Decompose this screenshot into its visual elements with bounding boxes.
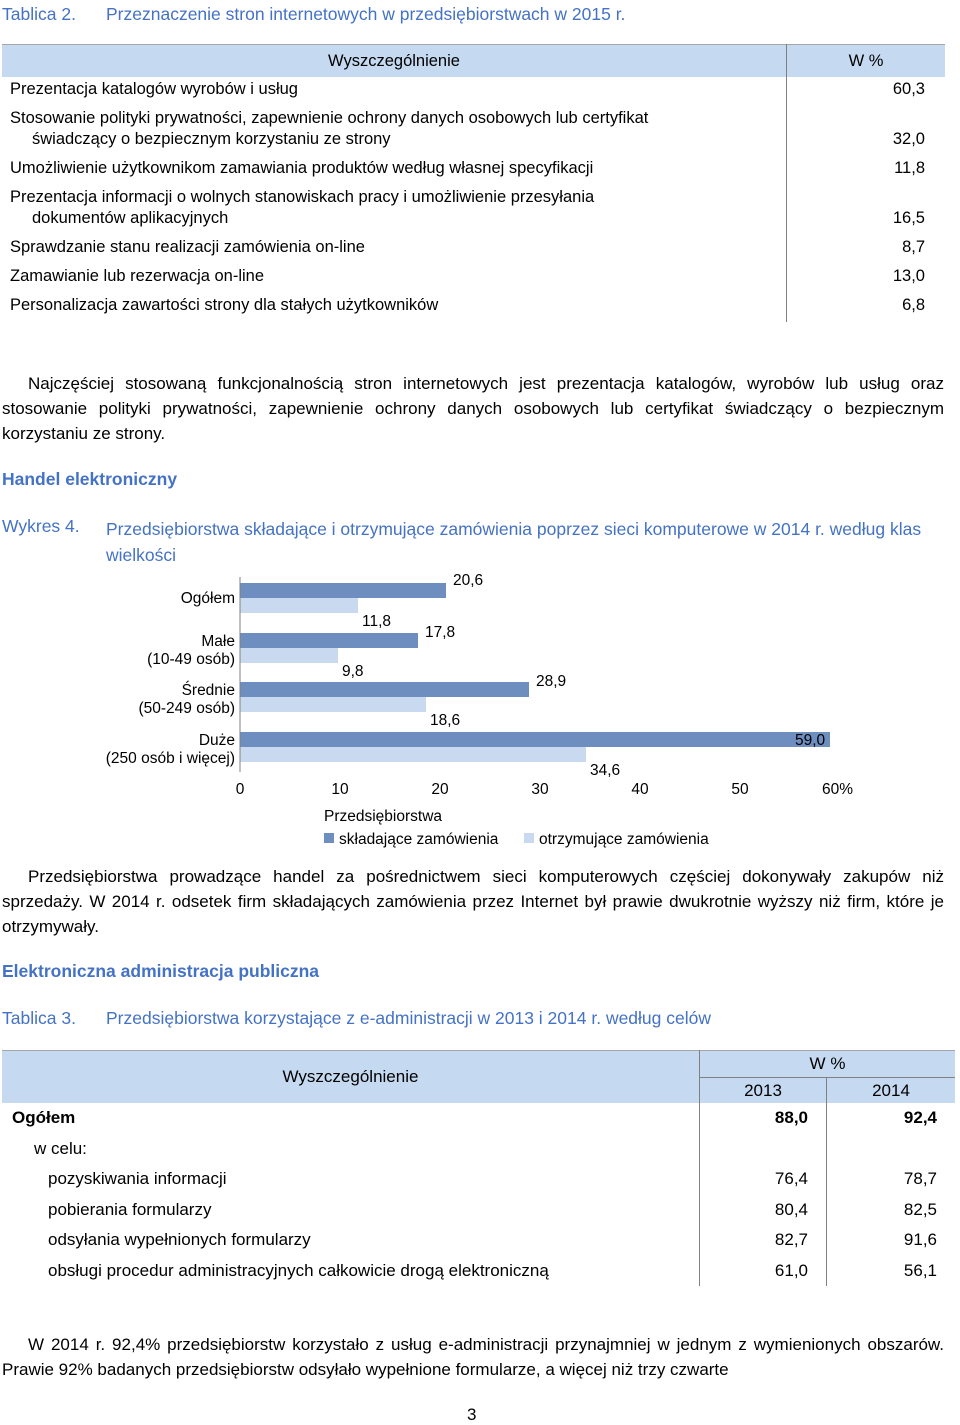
table2-row-label-continuation: świadczący o bezpiecznym korzystaniu ze strony [32,130,391,148]
table3-row-value-2014 [827,1134,956,1165]
bar-chart [0,572,960,862]
table3-header-row [2,1051,955,1078]
table2-caption [2,4,625,25]
table2-row-value: 11,8 [894,159,925,177]
table3-header-label: Wyszczególnienie [2,1051,700,1104]
category-label-sub: (250 osób i więcej) [105,750,235,767]
data-label: 34,6 [590,762,621,779]
table2-row-label [2,77,787,106]
table2 [2,44,945,322]
table2-row-value: 60,3 [892,80,925,98]
table2-row-label [2,185,787,235]
section-heading-e-commerce: Handel elektroniczny [2,469,178,489]
table2-row-value: 16,5 [892,209,925,227]
table2-row-label-continuation: dokumentów aplikacyjnych [32,209,229,227]
table-row [2,106,945,156]
table3-row-value-2013: 88,0 [700,1103,827,1134]
table3-row-value-2014: 92,4 [903,1108,937,1128]
chart-number: Wykres 4. [2,516,80,536]
bar [240,598,358,613]
legend-label: składające zamówienia [339,831,499,848]
table-row [2,1225,955,1256]
page-number: 3 [467,1405,477,1424]
table-row [2,1256,955,1287]
table2-row-value: 32,0 [892,130,925,148]
table2-header-row [2,45,945,78]
data-label: 59,0 [795,732,826,749]
table3-row-value-2013: 61,0 [700,1256,827,1287]
table3-row-value-2013: 82,7 [700,1225,827,1256]
table2-row-value: 6,8 [902,296,925,314]
table2-row-label [2,293,787,322]
x-tick-label: 60% [822,781,854,798]
table3-row-label: Ogółem [2,1103,700,1134]
bar [240,648,338,663]
table3-row-value-2013: 80,4 [700,1195,827,1226]
x-tick-label: 20 [431,781,449,798]
category-label: Małe [201,633,235,650]
x-tick-label: 10 [331,781,349,798]
table2-row-label-text: Zamawianie lub rezerwacja on-line [10,267,265,285]
table3 [2,1050,955,1286]
x-tick-label: 50 [731,781,749,798]
data-label: 20,6 [453,572,484,589]
data-label: 17,8 [425,624,456,641]
table3-row-label: w celu: [2,1134,700,1165]
bar [240,747,586,762]
table3-row-label: pozyskiwania informacji [2,1164,700,1195]
table3-title: Przedsiębiorstwa korzystające z e-administracji w 2013 i 2014 r. według celów [106,1008,711,1028]
category-label-sub: (10-49 osób) [147,651,235,668]
data-label: 28,9 [536,673,567,690]
category-label-sub: (50-249 osób) [138,700,235,717]
table2-row-value: 13,0 [892,267,925,285]
table2-row-value: 8,7 [902,238,925,256]
data-label: 9,8 [342,663,364,680]
bar [240,732,830,747]
table2-row-label-text: Prezentacja informacji o wolnych stanowiskach pracy i umożliwienie przesyłania [10,188,595,206]
category-label: Ogółem [180,590,235,607]
table2-row-label-text: Prezentacja katalogów wyrobów i usług [10,80,298,98]
data-label: 18,6 [430,712,461,729]
category-label: Średnie [181,682,235,699]
table-row [2,1103,955,1134]
table2-row-label-text: Umożliwienie użytkownikom zamawiania produktów według własnej specyfikacji [10,159,594,177]
legend-label: otrzymujące zamówienia [539,831,709,848]
bar [240,682,529,697]
table3-row-label: odsyłania wypełnionych formularzy [2,1225,700,1256]
paragraph-3: W 2014 r. 92,4% przedsiębiorstw korzystało z usług e-administracji przynajmniej w jednym z wymienionych obszarów. Prawie 92% badanych przedsiębiorstw odsyłało wypełnione formularze, a więcej niż trzy czwarte [2,1335,944,1379]
table-row [2,1134,955,1165]
chart-title: Przedsiębiorstwa składające i otrzymujące zamówienia poprzez sieci komputerowe w 2014 r. według klas wielkości [106,519,922,565]
legend-title: Przedsiębiorstwa [324,808,443,825]
table2-row-label [2,106,787,156]
bar [240,697,426,712]
chart-caption [2,516,944,568]
table2-header-label: Wyszczególnienie [2,45,787,78]
table-row [2,1195,955,1226]
paragraph-2: Przedsiębiorstwa prowadzące handel za pośrednictwem sieci komputerowych częściej dokonywały zakupów niż sprzedaży. W 2014 r. odsetek firm składających zamówienia przez Internet był prawie dwukrotnie wyższy niż firm, które je otrzymywały. [2,867,944,936]
table2-row-label-text: Stosowanie polityki prywatności, zapewnienie ochrony danych osobowych lub certyfikat [10,109,649,127]
bar [240,583,446,598]
table3-row-value-2014: 78,7 [903,1169,937,1189]
table3-row-value-2013: 76,4 [700,1164,827,1195]
table2-title: Przeznaczenie stron internetowych w przedsiębiorstwach w 2015 r. [106,4,626,24]
table2-row-label-text: Personalizacja zawartości strony dla stałych użytkowników [10,296,439,314]
section-heading-e-administration: Elektroniczna administracja publiczna [2,961,320,981]
data-label: 11,8 [362,613,392,630]
table2-row-label-text: Sprawdzanie stanu realizacji zamówienia on-line [10,238,365,256]
table3-row-label: pobierania formularzy [2,1195,700,1226]
table2-row-label [2,235,787,264]
table-row [2,235,945,264]
table3-row-value-2014: 91,6 [903,1230,937,1250]
table2-number: Tablica 2. [2,4,76,24]
table-row [2,185,945,235]
x-tick-label: 0 [235,781,245,798]
table-row [2,264,945,293]
table2-header-value: W % [787,45,946,78]
legend-swatch [324,833,334,843]
table3-row-value-2014: 56,1 [903,1260,937,1280]
legend-swatch [524,833,534,843]
table-row [2,1164,955,1195]
category-label: Duże [198,732,235,749]
table3-row-value-2014: 82,5 [903,1199,937,1219]
table3-caption [2,1008,711,1029]
table3-row-label: obsługi procedur administracyjnych całkowicie drogą elektroniczną [2,1256,700,1287]
table-row [2,156,945,185]
x-tick-label: 30 [531,781,549,798]
table3-header-unit: W % [700,1051,956,1078]
table3-header-year-2014: 2014 [827,1078,956,1104]
table3-header-year-2013: 2013 [700,1078,827,1104]
table3-number: Tablica 3. [2,1008,76,1028]
table2-row-label [2,156,787,185]
x-tick-label: 40 [631,781,649,798]
table3-row-value-2013 [700,1134,827,1165]
bar [240,633,418,648]
paragraph-1: Najczęściej stosowaną funkcjonalnością stron internetowych jest prezentacja katalogów, wyrobów lub usług oraz stosowanie polityki prywatności, zapewnienie ochrony danych osobowych lub certyfikat świadczący o bezpiecznym korzystaniu ze strony. [2,374,944,443]
table-row [2,77,945,106]
table-row [2,293,945,322]
table2-row-label [2,264,787,293]
